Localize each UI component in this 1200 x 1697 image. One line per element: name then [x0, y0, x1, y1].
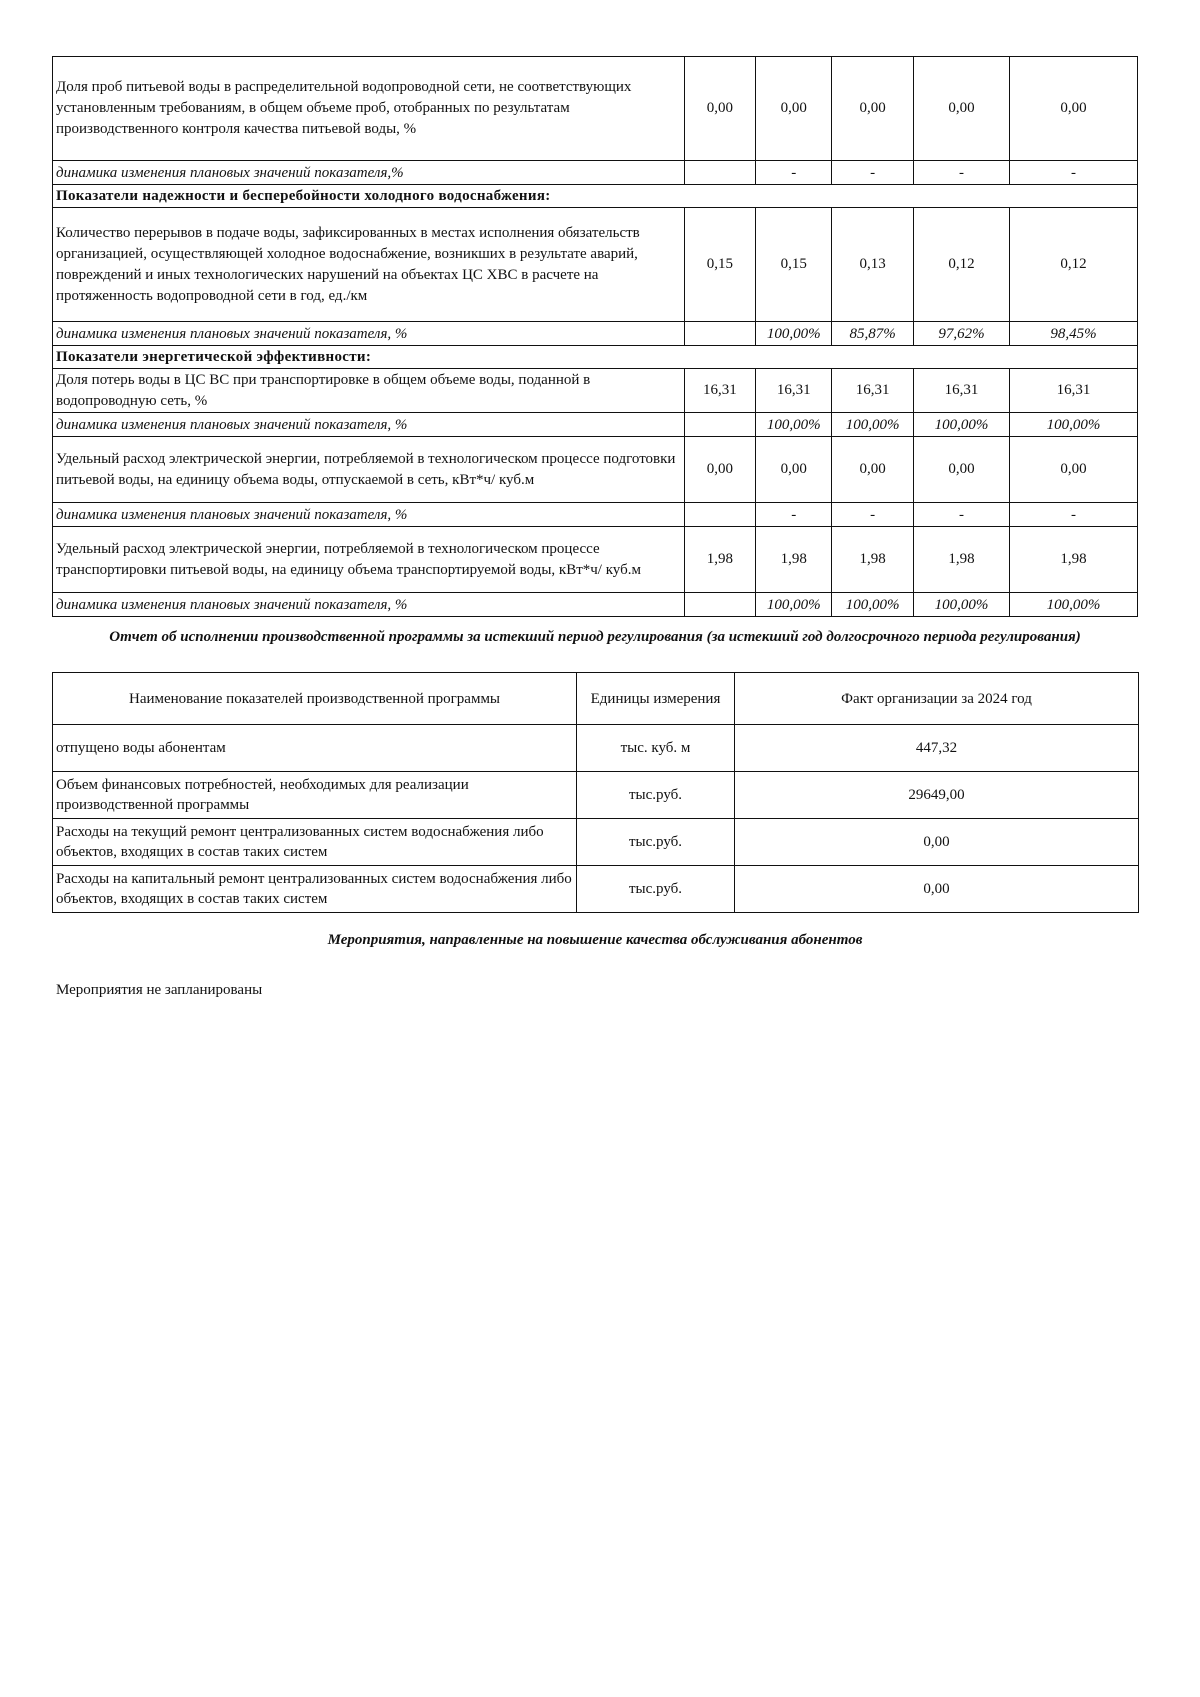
- table-row: [53, 819, 1139, 866]
- table-row: [53, 527, 1138, 593]
- dynamics-value: -: [832, 161, 914, 185]
- table-row: [53, 866, 1139, 913]
- dynamics-value: [684, 593, 755, 617]
- indicator-value: 0,00: [1009, 57, 1137, 161]
- dynamics-value: [684, 322, 755, 346]
- table-row: [53, 322, 1138, 346]
- indicator-label: Доля проб питьевой воды в распределительной водопроводной сети, не соответствующих установленным требованиям, в общем объеме проб, отобранных по результатам производственного контроля качества питьевой воды, %: [53, 57, 685, 161]
- indicator-value: 1,98: [684, 527, 755, 593]
- measures-title: Мероприятия, направленные на повышение качества обслуживания абонентов: [327, 932, 863, 948]
- dynamics-value: -: [913, 503, 1009, 527]
- indicator-label: Удельный расход электрической энергии, потребляемой в технологическом процессе транспортировки питьевой воды, на единицу объема транспортируемой воды, кВт*ч/ куб.м: [53, 527, 685, 593]
- indicator-value: 0,15: [756, 208, 832, 322]
- table-row: [53, 503, 1138, 527]
- dynamics-value: [684, 413, 755, 437]
- indicator-value: 0,00: [684, 437, 755, 503]
- indicator-value: 0,00: [756, 437, 832, 503]
- indicator-value: 0,00: [832, 57, 914, 161]
- indicator-value: 16,31: [913, 369, 1009, 413]
- section-heading: Показатели энергетической эффективности:: [53, 346, 1138, 369]
- indicator-value: 16,31: [1009, 369, 1137, 413]
- dynamics-value: 100,00%: [832, 593, 914, 617]
- report-title: Отчет об исполнении производственной программы за истекший период регулирования (за истекший год долгосрочного периода регулирования): [109, 629, 1081, 645]
- indicator-value: 16,31: [684, 369, 755, 413]
- section-heading: Показатели надежности и бесперебойности холодного водоснабжения:: [53, 185, 1138, 208]
- indicator-value: 16,31: [756, 369, 832, 413]
- dynamics-value: -: [1009, 503, 1137, 527]
- indicator-value: 0,00: [832, 437, 914, 503]
- indicators-table: [52, 56, 1138, 617]
- report-item-unit: тыс.руб.: [577, 772, 735, 819]
- indicator-value: 0,00: [913, 437, 1009, 503]
- dynamics-value: -: [1009, 161, 1137, 185]
- report-item-unit: тыс.руб.: [577, 866, 735, 913]
- dynamics-value: 100,00%: [913, 413, 1009, 437]
- dynamics-label: динамика изменения плановых значений показателя, %: [53, 503, 685, 527]
- table-row: [53, 161, 1138, 185]
- column-header: Наименование показателей производственной программы: [53, 673, 577, 725]
- report-item-value: 0,00: [735, 819, 1139, 866]
- dynamics-value: -: [832, 503, 914, 527]
- table-row: [53, 772, 1139, 819]
- indicator-value: 1,98: [756, 527, 832, 593]
- report-item-name: отпущено воды абонентам: [53, 725, 577, 772]
- section-row: [53, 185, 1138, 208]
- section-row: [53, 346, 1138, 369]
- dynamics-label: динамика изменения плановых значений показателя, %: [53, 413, 685, 437]
- table-row: [53, 57, 1138, 161]
- indicator-value: 1,98: [913, 527, 1009, 593]
- table-row: [53, 593, 1138, 617]
- report-item-name: Расходы на текущий ремонт централизованных систем водоснабжения либо объектов, входящих в состав таких систем: [53, 819, 577, 866]
- report-item-unit: тыс. куб. м: [577, 725, 735, 772]
- table-row: [53, 725, 1139, 772]
- indicator-value: 0,00: [684, 57, 755, 161]
- indicator-value: 16,31: [832, 369, 914, 413]
- report-item-value: 447,32: [735, 725, 1139, 772]
- table-row: [53, 369, 1138, 413]
- indicator-value: 1,98: [832, 527, 914, 593]
- dynamics-value: 100,00%: [756, 322, 832, 346]
- dynamics-label: динамика изменения плановых значений показателя, %: [53, 322, 685, 346]
- measures-text: Мероприятия не запланированы: [56, 982, 263, 998]
- report-item-name: Объем финансовых потребностей, необходимых для реализации производственной программы: [53, 772, 577, 819]
- indicator-value: 0,12: [913, 208, 1009, 322]
- indicator-value: 0,15: [684, 208, 755, 322]
- dynamics-value: -: [756, 161, 832, 185]
- column-header: Единицы измерения: [577, 673, 735, 725]
- indicator-label: Удельный расход электрической энергии, потребляемой в технологическом процессе подготовки питьевой воды, на единицу объема воды, отпускаемой в сеть, кВт*ч/ куб.м: [53, 437, 685, 503]
- dynamics-value: -: [756, 503, 832, 527]
- dynamics-value: 98,45%: [1009, 322, 1137, 346]
- dynamics-value: -: [913, 161, 1009, 185]
- dynamics-value: [684, 161, 755, 185]
- dynamics-value: 97,62%: [913, 322, 1009, 346]
- report-header-row: [53, 673, 1139, 725]
- indicator-label: Количество перерывов в подаче воды, зафиксированных в местах исполнения обязательств организацией, осуществляющей холодное водоснабжение, возникших в результате аварий, повреждений и иных технологических нарушений на объектах ЦС ХВС в расчете на протяженность водопроводной сети в год, ед./км: [53, 208, 685, 322]
- table-row: [53, 437, 1138, 503]
- indicator-value: 0,00: [756, 57, 832, 161]
- report-item-name: Расходы на капитальный ремонт централизованных систем водоснабжения либо объектов, входящих в состав таких систем: [53, 866, 577, 913]
- dynamics-value: 85,87%: [832, 322, 914, 346]
- dynamics-value: 100,00%: [1009, 413, 1137, 437]
- dynamics-value: 100,00%: [832, 413, 914, 437]
- indicator-label: Доля потерь воды в ЦС ВС при транспортировке в общем объеме воды, поданной в водопроводную сеть, %: [53, 369, 685, 413]
- dynamics-value: [684, 503, 755, 527]
- column-header: Факт организации за 2024 год: [735, 673, 1139, 725]
- indicator-value: 0,12: [1009, 208, 1137, 322]
- indicator-value: 1,98: [1009, 527, 1137, 593]
- report-item-unit: тыс.руб.: [577, 819, 735, 866]
- dynamics-value: 100,00%: [756, 413, 832, 437]
- dynamics-label: динамика изменения плановых значений показателя, %: [53, 593, 685, 617]
- report-table: [52, 672, 1139, 913]
- dynamics-value: 100,00%: [756, 593, 832, 617]
- dynamics-label: динамика изменения плановых значений показателя,%: [53, 161, 685, 185]
- dynamics-value: 100,00%: [1009, 593, 1137, 617]
- dynamics-value: 100,00%: [913, 593, 1009, 617]
- report-item-value: 0,00: [735, 866, 1139, 913]
- table-row: [53, 413, 1138, 437]
- indicator-value: 0,00: [913, 57, 1009, 161]
- indicator-value: 0,00: [1009, 437, 1137, 503]
- table-row: [53, 208, 1138, 322]
- report-item-value: 29649,00: [735, 772, 1139, 819]
- indicator-value: 0,13: [832, 208, 914, 322]
